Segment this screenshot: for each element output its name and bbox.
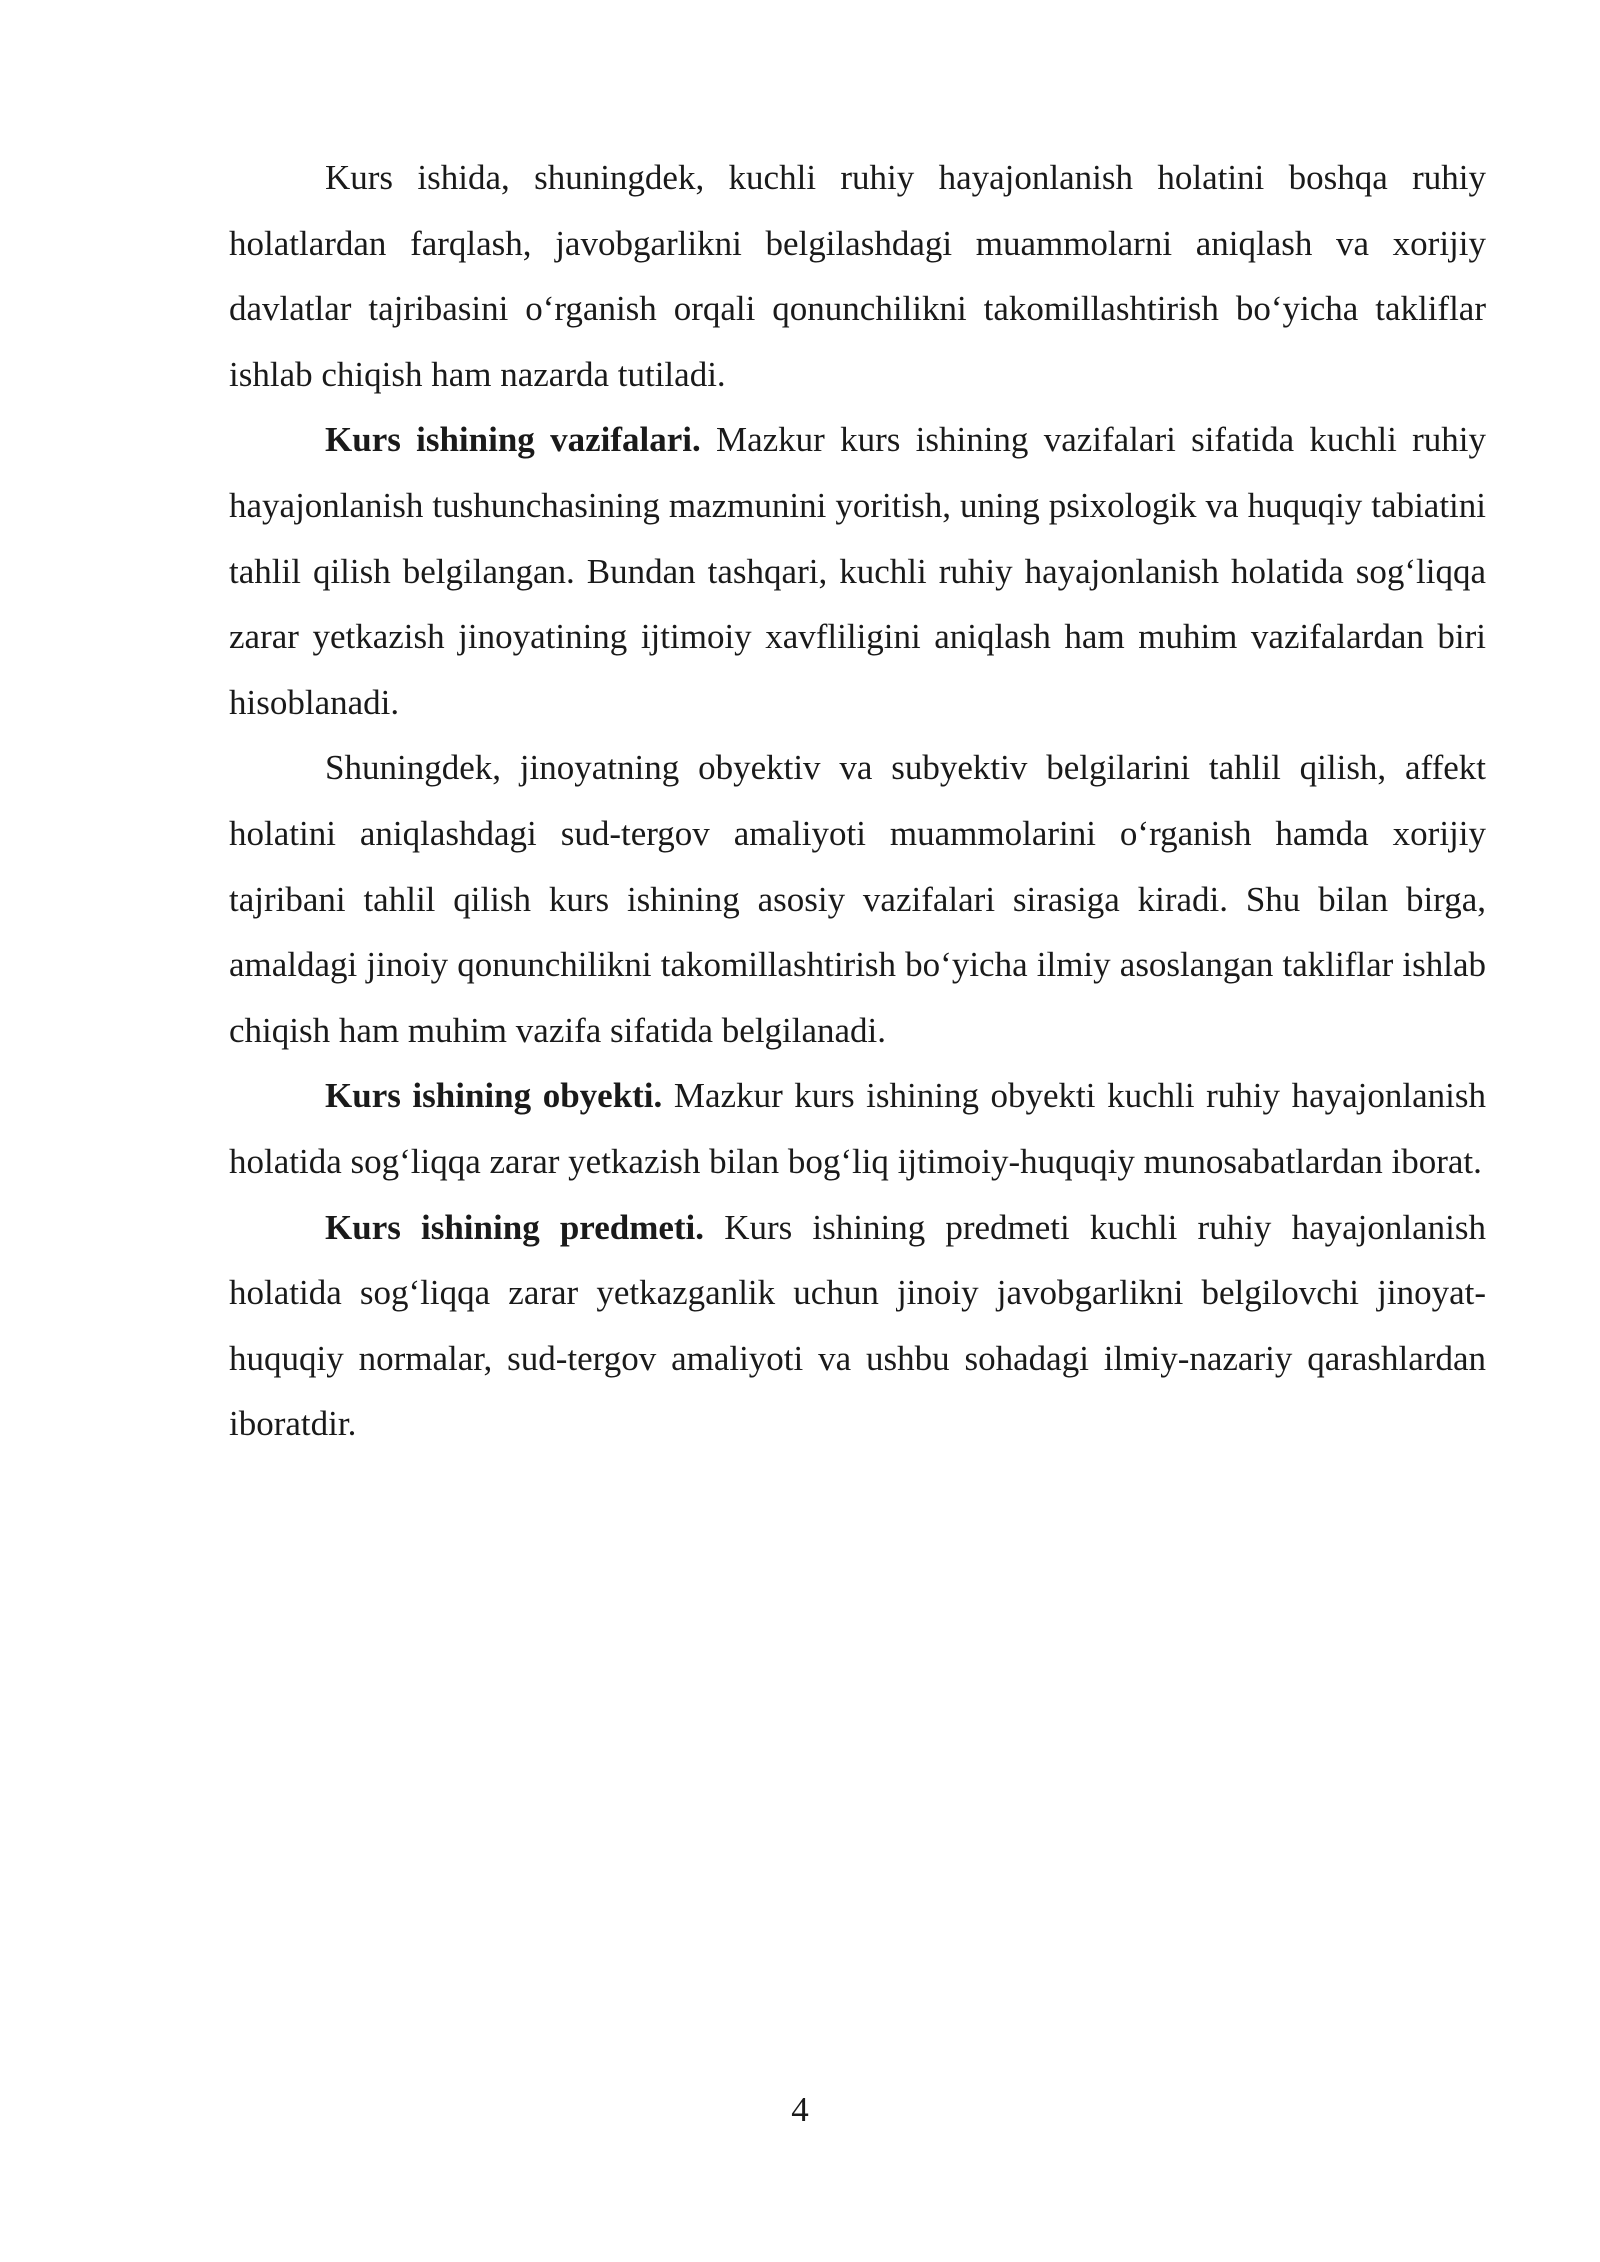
body-text [229, 145, 1486, 1457]
paragraph-lead-tasks: Kurs ishining vazifalari. [325, 420, 701, 460]
page-number: 4 [791, 2090, 809, 2129]
paragraph-text: Kurs ishining predmeti kuchli ruhiy hayajonlanish holatida sog‘liqqa zarar yetkazganlik uchun jinoiy javobgarlikni belgilovchi jinoyat-huquqiy normalar, sud-tergov amaliyoti va ushbu sohadagi ilmiy-nazariy qarashlardan iboratdir. [229, 1207, 1486, 1444]
paragraph-text: Shuningdek, jinoyatning obyektiv va subyektiv belgilarini tahlil qilish, affekt holatini aniqlashdagi sud-tergov amaliyoti muammolarini o‘rganish hamda xorijiy tajribani tahlil qilish kurs ishining asosiy vazifalari sirasiga kiradi. Shu bilan birga, amaldagi jinoiy qonunchilikni takomillashtirish bo‘yicha ilmiy asoslangan takliflar ishlab chiqish ham muhim vazifa sifatida belgilanadi. [229, 748, 1486, 1050]
paragraph-object [229, 1063, 1486, 1194]
paragraph-tasks-continued [229, 735, 1486, 1063]
paragraph-text: Mazkur kurs ishining vazifalari sifatida kuchli ruhiy hayajonlanish tushunchasining mazmunini yoritish, uning psixologik va huquqiy tabiatini tahlil qilish belgilangan. Bundan tashqari, kuchli ruhiy hayajonlanish holatida sog‘liqqa zarar yetkazish jinoyatining ijtimoiy xavfliligini aniqlash ham muhim vazifalardan biri hisoblanadi. [229, 420, 1486, 722]
paragraph-lead-object: Kurs ishining obyekti. [325, 1076, 663, 1116]
paragraph-text: Kurs ishida, shuningdek, kuchli ruhiy hayajonlanish holatini boshqa ruhiy holatlardan farqlash, javobgarlikni belgilashdagi muammolarni aniqlash va xorijiy davlatlar tajribasini o‘rganish orqali qonunchilikni takomillashtirish bo‘yicha takliflar ishlab chiqish ham nazarda tutiladi. [229, 158, 1486, 394]
paragraph-introduction [229, 145, 1486, 407]
paragraph-lead-subject: Kurs ishining predmeti. [325, 1207, 705, 1247]
paragraph-tasks [229, 407, 1486, 735]
paragraph-text: Mazkur kurs ishining obyekti kuchli ruhiy hayajonlanish holatida sog‘liqqa zarar yetkazish bilan bog‘liq ijtimoiy-huquqiy munosabatlardan iborat. [229, 1076, 1486, 1181]
paragraph-subject [229, 1195, 1486, 1457]
